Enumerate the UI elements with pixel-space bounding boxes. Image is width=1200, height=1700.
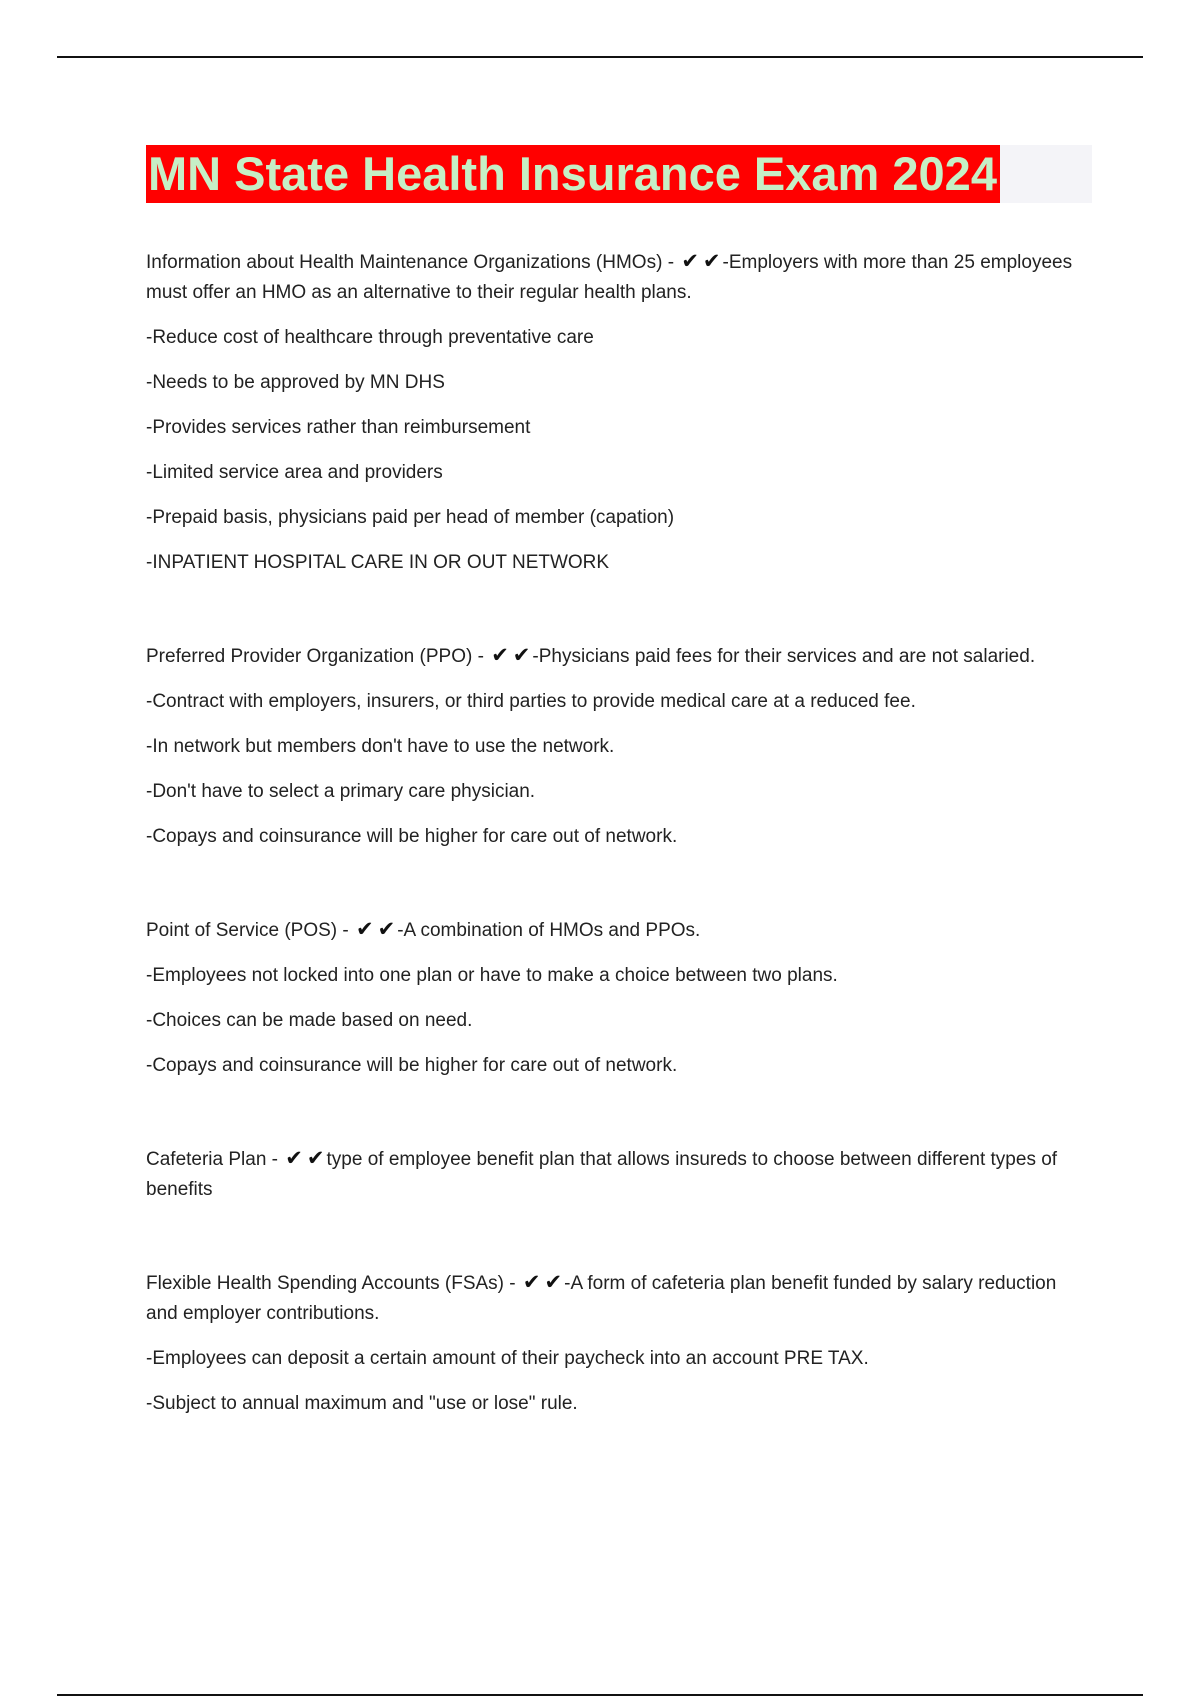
bullet-line: -Employees can deposit a certain amount of their paycheck into an account PRE TAX. bbox=[146, 1348, 869, 1369]
entry-cafeteria bbox=[146, 1143, 1076, 1205]
check-icon: ✔ bbox=[522, 1270, 541, 1294]
question-line bbox=[146, 914, 1076, 946]
entry-pos bbox=[146, 914, 1076, 1081]
term-text: Preferred Provider Organization (PPO) - bbox=[146, 646, 484, 667]
term-text: Cafeteria Plan - bbox=[146, 1149, 279, 1170]
answer-text: -Employers with more than 25 employees must offer an HMO as an alternative to their regular health plans. bbox=[146, 252, 1073, 303]
top-rule bbox=[57, 56, 1143, 58]
term-text: Flexible Health Spending Accounts (FSAs) - bbox=[146, 1273, 516, 1294]
check-icon: ✔ bbox=[544, 1270, 563, 1294]
bullet-line: -Copays and coinsurance will be higher for care out of network. bbox=[146, 1055, 678, 1076]
bullet-line: -Limited service area and providers bbox=[146, 462, 443, 483]
question-line bbox=[146, 1267, 1076, 1329]
bullet-line: -Don't have to select a primary care physician. bbox=[146, 781, 536, 802]
check-icon: ✔ bbox=[681, 249, 699, 273]
title-banner bbox=[146, 145, 1092, 203]
answer-text: -A combination of HMOs and PPOs. bbox=[397, 920, 701, 941]
bullet-line: -Reduce cost of healthcare through preventative care bbox=[146, 327, 594, 348]
question-line bbox=[146, 640, 1076, 672]
check-icon: ✔ bbox=[285, 1146, 303, 1170]
question-line bbox=[146, 246, 1076, 308]
document-title: MN State Health Insurance Exam 2024 bbox=[146, 145, 1000, 203]
bullet-line: -Choices can be made based on need. bbox=[146, 1010, 473, 1031]
bullet-line: -Subject to annual maximum and "use or lose" rule. bbox=[146, 1393, 578, 1414]
answer-text: type of employee benefit plan that allows insureds to choose between different types of benefits bbox=[146, 1149, 1058, 1200]
check-icon: ✔ bbox=[702, 249, 721, 273]
term-text: Point of Service (POS) - bbox=[146, 920, 349, 941]
bullet-line: -Employees not locked into one plan or have to make a choice between two plans. bbox=[146, 965, 838, 986]
answer-text: -A form of cafeteria plan benefit funded by salary reduction and employer contributions. bbox=[146, 1273, 1057, 1324]
entry-fsa bbox=[146, 1267, 1076, 1419]
term-text: Information about Health Maintenance Organizations (HMOs) - bbox=[146, 252, 675, 273]
check-icon: ✔ bbox=[377, 917, 396, 941]
bullet-line: -Provides services rather than reimbursement bbox=[146, 417, 531, 438]
entry-ppo bbox=[146, 640, 1076, 852]
bottom-rule bbox=[57, 1694, 1143, 1696]
answer-text: -Physicians paid fees for their services and are not salaried. bbox=[532, 646, 1036, 667]
document-body bbox=[146, 246, 1076, 1419]
entry-hmo bbox=[146, 246, 1076, 578]
bullet-line: -Contract with employers, insurers, or third parties to provide medical care at a reduced fee. bbox=[146, 691, 916, 712]
bullet-line: -In network but members don't have to use the network. bbox=[146, 736, 615, 757]
bullet-line: -Needs to be approved by MN DHS bbox=[146, 372, 445, 393]
question-line bbox=[146, 1143, 1076, 1205]
check-icon: ✔ bbox=[491, 643, 509, 667]
check-icon: ✔ bbox=[356, 917, 374, 941]
bullet-line: -Copays and coinsurance will be higher for care out of network. bbox=[146, 826, 678, 847]
bullet-line: -INPATIENT HOSPITAL CARE IN OR OUT NETWORK bbox=[146, 552, 610, 573]
check-icon: ✔ bbox=[512, 643, 531, 667]
check-icon: ✔ bbox=[306, 1146, 325, 1170]
bullet-line: -Prepaid basis, physicians paid per head of member (capation) bbox=[146, 507, 675, 528]
